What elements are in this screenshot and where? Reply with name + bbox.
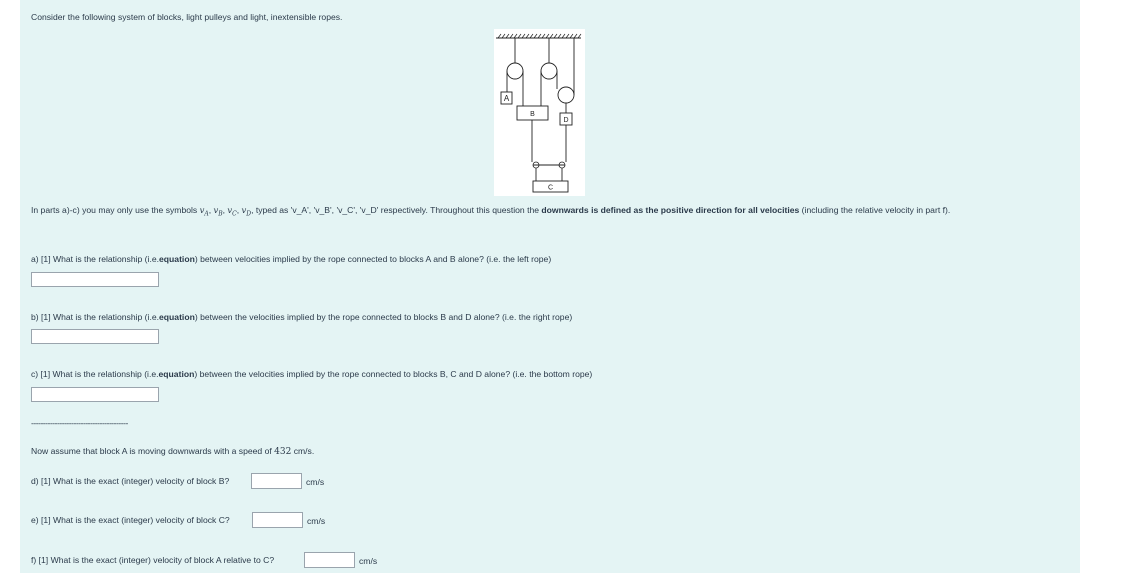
- right-moving-pulley: [558, 87, 574, 103]
- left-fixed-pulley: [507, 63, 523, 79]
- pulley-diagram: [494, 29, 585, 196]
- block-a-label: A: [503, 94, 510, 103]
- section-separator: -----------------------------------------: [31, 418, 128, 428]
- question-e-text: e) [1] What is the exact (integer) velocity of block C?: [31, 515, 230, 525]
- ceiling-hatching: [498, 34, 581, 38]
- unit-f: cm/s: [359, 556, 378, 566]
- scenario-text: Now assume that block A is moving downwards with a speed of 432 cm/s.: [31, 446, 315, 457]
- block-c-label: C: [547, 184, 554, 192]
- question-b-text: b) [1] What is the relationship (i.e.equation) between the velocities implied by the rope connected to blocks B and D alone? (i.e. the right rope): [31, 312, 573, 322]
- answer-c-input[interactable]: [31, 387, 159, 402]
- instructions-bold: downwards is defined as the positive direction for all velocities: [541, 205, 800, 215]
- answer-b-input[interactable]: [31, 329, 159, 344]
- question-d-text: d) [1] What is the exact (integer) velocity of block B?: [31, 476, 230, 486]
- block-b-label: B: [530, 111, 535, 118]
- unit-d: cm/s: [306, 477, 325, 487]
- middle-fixed-pulley: [541, 63, 557, 79]
- symbol-va: $v_A$: [199, 205, 209, 218]
- answer-a-input[interactable]: [31, 272, 159, 287]
- block-d-label: D: [563, 117, 569, 124]
- intro-text: Consider the following system of blocks, light pulleys and light, inextensible ropes.: [31, 12, 343, 22]
- answer-d-input[interactable]: [251, 473, 302, 489]
- speed-value: 432: [274, 447, 292, 457]
- instructions-text: In parts a)-c) you may only use the symbols $v_A$, $v_B$, $v_C$, $v_D$, typed as 'v_A', 'v_B', 'v_C', 'v_D' respectively. Throughout this question the downwards is defined as the positive direction for all velocities (including the relative velocity in part f).: [31, 205, 951, 218]
- symbol-vb: $v_B$: [213, 205, 223, 218]
- answer-e-input[interactable]: [252, 512, 303, 528]
- symbol-vc: $v_C$: [227, 205, 237, 218]
- question-a-text: a) [1] What is the relationship (i.e.equation) between velocities implied by the rope connected to blocks A and B alone? (i.e. the left rope): [31, 254, 552, 264]
- instructions-pre: In parts a)-c) you may only use the symbols: [31, 205, 200, 215]
- question-f-text: f) [1] What is the exact (integer) velocity of block A relative to C?: [31, 555, 275, 565]
- pulley-diagram-svg: [494, 29, 585, 196]
- instructions-typed: , typed as 'v_A', 'v_B', 'v_C', 'v_D' respectively. Throughout this question the: [251, 205, 542, 215]
- answer-f-input[interactable]: [304, 552, 355, 568]
- instructions-post: (including the relative velocity in part f).: [799, 205, 951, 215]
- unit-e: cm/s: [307, 516, 326, 526]
- symbol-vd: $v_D$: [241, 205, 252, 218]
- question-c-text: c) [1] What is the relationship (i.e.equation) between the velocities implied by the rope connected to blocks B, C and D alone? (i.e. the bottom rope): [31, 369, 593, 379]
